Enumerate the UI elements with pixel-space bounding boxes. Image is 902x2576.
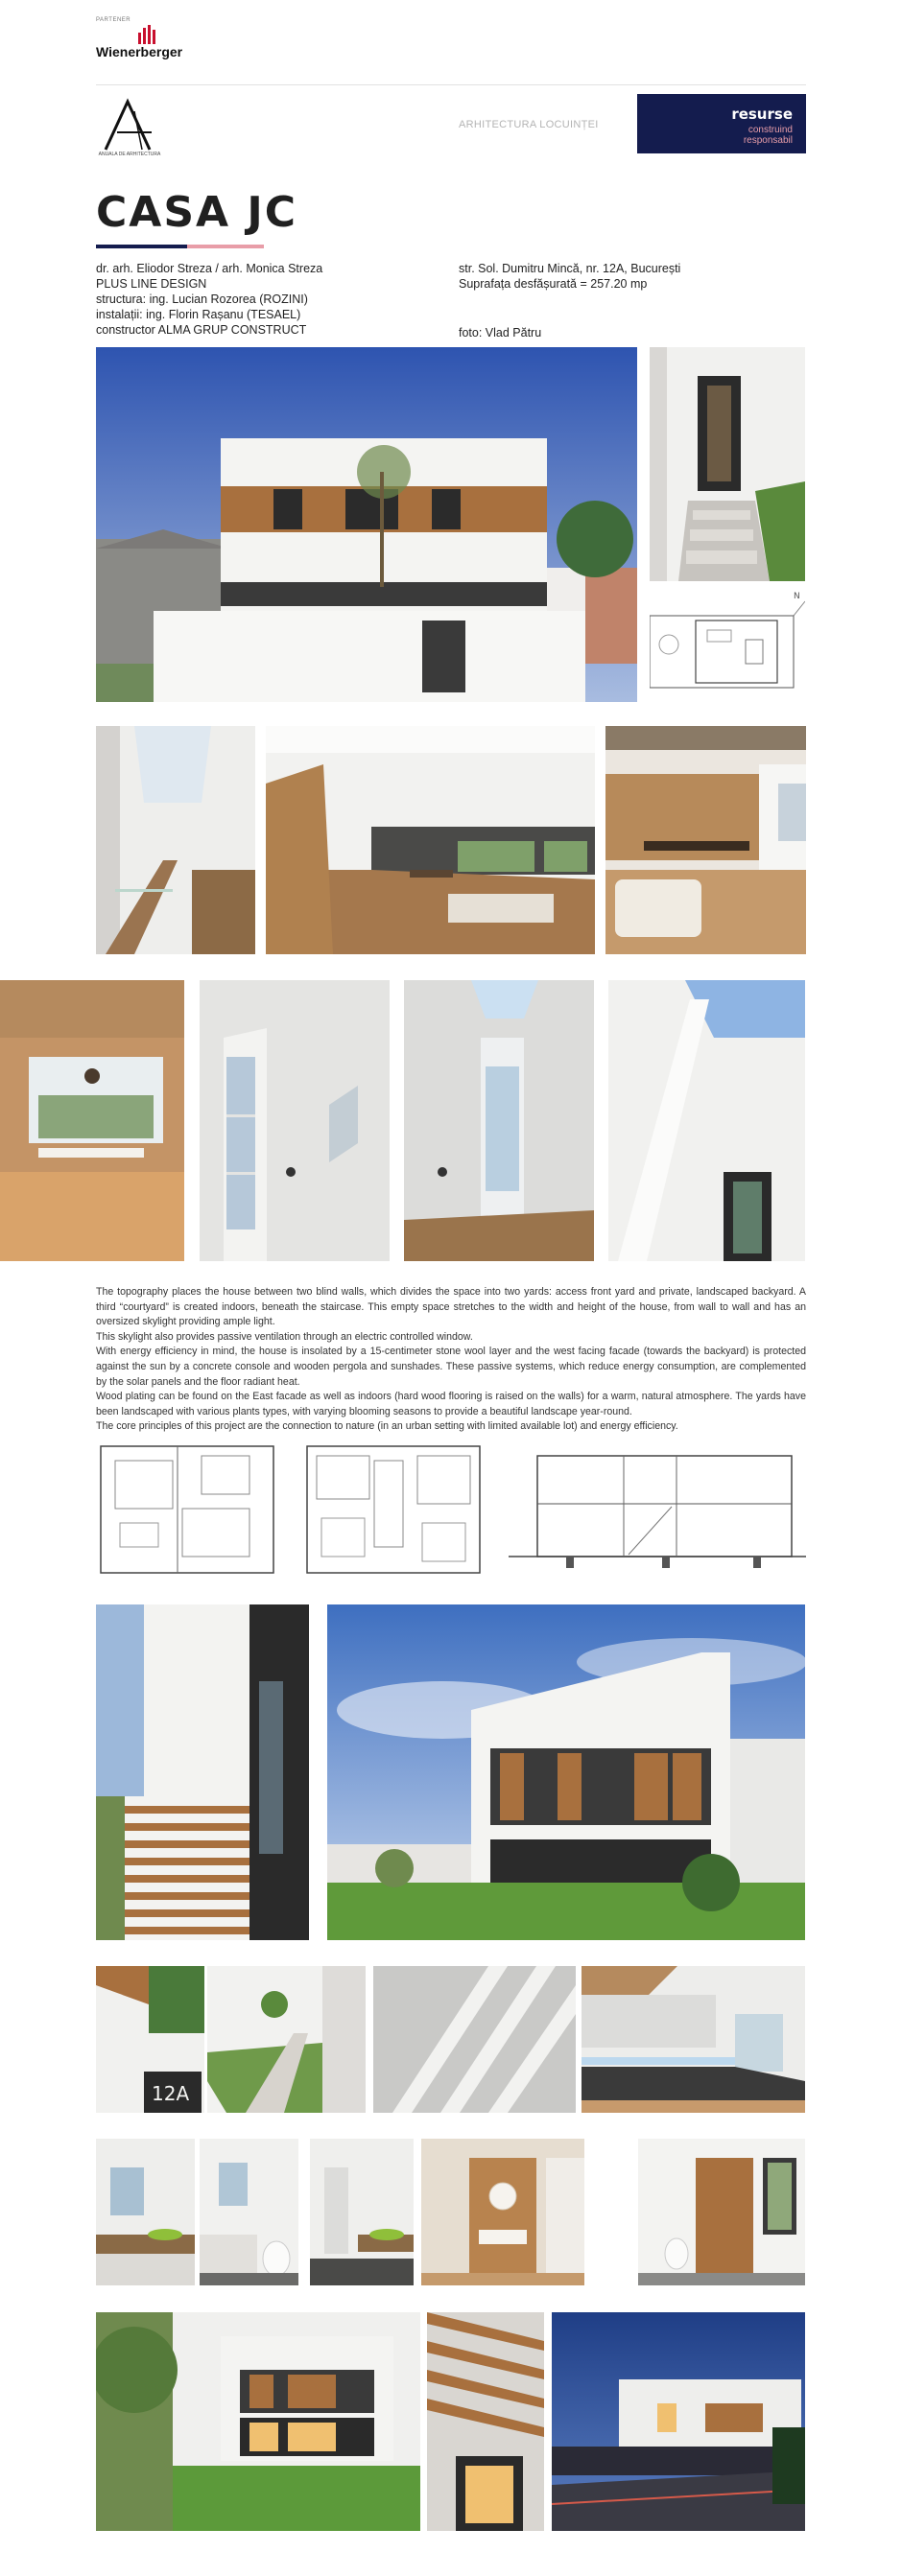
photo-facade-shadows: [373, 1966, 576, 2113]
project-description: [96, 1285, 806, 1435]
photo-street-night: [552, 2312, 805, 2531]
photo-kitchen: [582, 1966, 805, 2113]
photo-rear-dusk: [96, 2312, 420, 2531]
site-plan-drawing: [650, 587, 805, 702]
photo-pergola-terrace: [96, 1604, 309, 1940]
description-paragraph: This skylight also provides passive ventilation through an electric controlled window.: [96, 1330, 473, 1343]
credit-structure: structura: ing. Lucian Rozorea (ROZINI): [96, 293, 308, 306]
section-drawing: [509, 1441, 806, 1578]
credit-installations: instalații: ing. Florin Rașanu (TESAEL): [96, 308, 301, 321]
house-number-text: 12A: [152, 2082, 190, 2105]
photo-rear-facade: [327, 1604, 805, 1940]
credit-design: PLUS LINE DESIGN: [96, 277, 207, 291]
description-paragraph: The core principles of this project are the connection to nature (in an urban setting with limited available lot) and energy efficiency.: [96, 1420, 678, 1433]
badge-tagline: construind responsabil: [743, 125, 793, 146]
photo-dining-room: [0, 980, 184, 1261]
description-paragraph: With energy efficiency in mind, the house is insolated by a 15-centimeter stone wool layer and the west facing facade (towards the backyard) is protected against the sun by a concrete console and wooden pergola and sunshades. These passive systems, which reduce energy consumption, are complemented by the solar panels and the floor radiant heat.: [96, 1346, 806, 1388]
photo-skylight-wall: [200, 980, 390, 1261]
resurse-badge: [637, 94, 806, 153]
photo-pergola-detail: [427, 2312, 544, 2531]
floor-plan-ground: [96, 1441, 277, 1578]
photo-staircase-skylight: [96, 726, 255, 954]
credit-constructor: constructor ALMA GRUP CONSTRUCT: [96, 323, 307, 337]
project-info: [459, 261, 680, 292]
credit-architect: dr. arh. Eliodor Streza / arh. Monica Streza: [96, 262, 323, 275]
title-underline-pink: [187, 245, 264, 248]
badge-brand: resurse: [731, 105, 793, 123]
photo-front-facade: [96, 347, 637, 702]
photo-bathroom-2: [200, 2139, 298, 2285]
project-area: Suprafața desfășurată = 257.20 mp: [459, 277, 648, 291]
project-address: str. Sol. Dumitru Mincă, nr. 12A, București: [459, 262, 681, 275]
description-paragraph: The topography places the house between two blind walls, which divides the space into two yards: access front yard and private, landscaped backyard. A third “courtyard” is created indoors, beneath the staircase. This empty space stretches to the width and height of the house, from wall to wall and has an oversized skylight providing ample light.: [96, 1286, 806, 1328]
wienerberger-mark-icon: [134, 25, 159, 44]
photo-credit: foto: Vlad Pătru: [459, 326, 542, 340]
photo-dining-area: [605, 726, 806, 954]
description-paragraph: Wood plating can be found on the East facade as well as indoors (hard wood flooring is raised on the walls) for a warm, natural atmosphere. The yards have been landscaped with various plants types, with varying blooming seasons to provide a beautiful landscape year-round.: [96, 1391, 806, 1417]
photo-entrance-path: [650, 347, 805, 581]
photo-house-number: [96, 1966, 204, 2113]
svg-text:N: N: [794, 592, 800, 601]
photo-living-room: [266, 726, 595, 954]
wienerberger-logo: Wienerberger: [96, 44, 183, 59]
section-label: ARHITECTURA LOCUINȚEI: [459, 119, 599, 130]
floor-plan-upper: [302, 1441, 484, 1578]
header-divider: [96, 84, 806, 85]
photo-side-yard: [207, 1966, 366, 2113]
project-credits: [96, 261, 322, 338]
partner-label: PARTENER: [96, 17, 131, 23]
photo-courtyard-void: [404, 980, 594, 1261]
page-title: CASA JC: [96, 188, 298, 237]
photo-bathroom-wood: [421, 2139, 584, 2285]
photo-bathroom-3: [310, 2139, 414, 2285]
photo-bathroom-1: [96, 2139, 195, 2285]
photo-bathroom-4: [638, 2139, 805, 2285]
title-underline-navy: [96, 245, 187, 248]
logo-caption: ANUALA DE ARHITECTURA: [98, 152, 161, 157]
photo-white-staircase: [608, 980, 805, 1261]
